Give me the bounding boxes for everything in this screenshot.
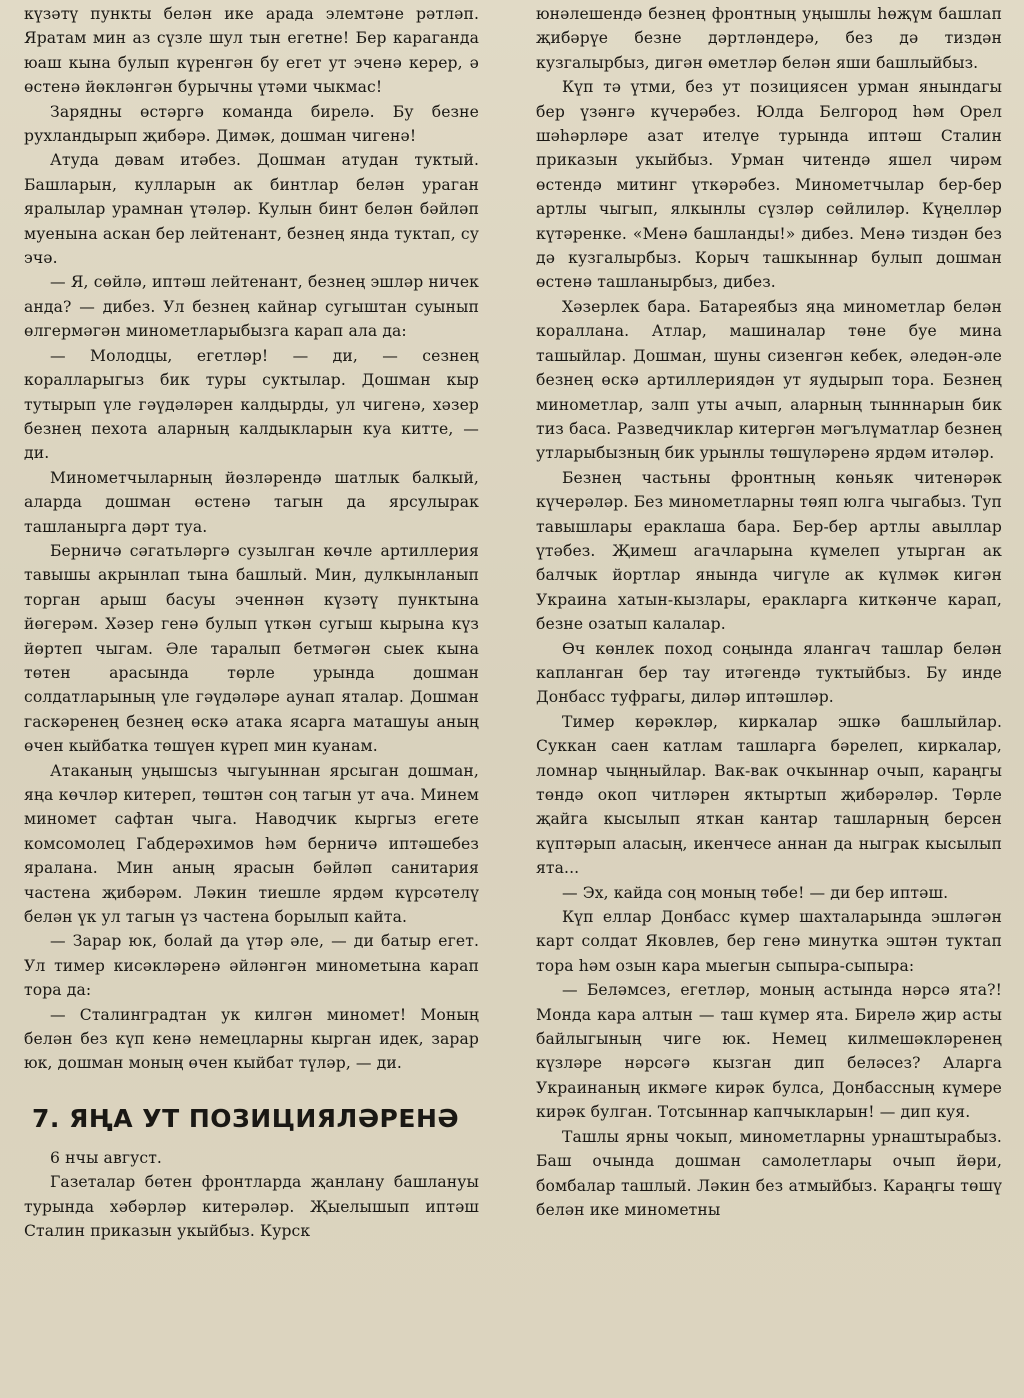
paragraph: күзәтү пункты белән икe арада элемтәне рәтләп. Яратам мин аз сүзле шул тын егетне! Бер караганда юаш кына булып күренгән бу егет ут эченә керер, ә өстенә йөкләнгән бурычны үтәми чыкмас!	[24, 5, 479, 97]
paragraph: Зарядны өстәргә команда бирелә. Бу безне рухландырып җибәрә. Димәк, дошман чигенә!	[24, 102, 479, 146]
paragraph: Минометчыларның йөзләрендә шатлык балкый, аларда дошман өстенә тагын да ярсулырак ташланырга дәрт туа.	[24, 468, 479, 536]
paragraph: — Эх, кайда соң моның төбе! — ди бер иптәш.	[562, 883, 949, 902]
paragraph: Күп тә үтми, без ут позициясен урман янындагы бер үзәнгә күчерәбез. Юлда Белгород һәм Орел шәһәрләре азат ителүе турында иптәш Сталин приказын укыйбыз. Урман читендә яшел чирәм өстендә митинг үткәрәбез. Минометчылар бер-бер артлы чыгып, ялкынлы сүзләр сөйлиләр. Күңелләр күтәренке. «Менә башланды!» дибез. Менә тиздән без дә кузгалырбыз. Корыч ташкыннар булып дошман өстенә ташланырбыз, дибез.	[536, 78, 1002, 292]
paragraph: — Сталинградтан ук килгән миномет! Моның белән без күп кенә немецларны кырган идек, зарар юк, дошман моның өчен кыйбат түләр, — ди.	[24, 1005, 479, 1073]
left-column	[24, 2, 479, 1244]
paragraph: Ташлы ярны чокып, минометларны урнаштырабыз. Баш очында дошман самолетлары очып йөри, бомбалар ташлый. Ләкин без атмыйбыз. Караңгы төшү белән ике минометны	[536, 1127, 1002, 1219]
paragraph: — Зарар юк, болай да үтәр әле, — ди батыр егет. Ул тимер кисәкләренә әйләнгән минометына карап тора да:	[24, 932, 479, 1000]
paragraph: Безнең частьны фронтның көньяк читенәрәк күчерәләр. Без минометларны төяп юлга чыгабыз. Туп тавышлары ераклаша бара. Бер-бер артлы авыллар үтәбез. Җимеш агачларына күмелеп утырган ак балчык йортлар янында чигүле ак күлмәк кигән Украина хатын-кызлары, еракларга киткәнче карап, безне озатып калалар.	[536, 468, 1002, 634]
paragraph: Тимер көрәкләр, киркалар эшкә башлыйлар. Суккан саен катлам ташларга бәрелеп, киркалар, ломнар чыңныйлар. Вак-вак очкыннар очып, караңгы төндә окоп читләрен яктыртып җибәрәләр. Төрле җайга кысылып яткан кантар ташларның берсен күптәрып аласың, икенчесе аннан да ныграк кысылып ята...	[536, 712, 1002, 878]
paragraph: — Молодцы, егетләр! — ди, — сезнең коралларыгыз бик туры суктылар. Дошман кыр тутырып үле гәүдәләрен калдырды, ул чигенә, хәзер безнең пехота аларның калдыкларын куа китте, — ди.	[24, 346, 479, 463]
date-line: 6 нчы август.	[50, 1148, 162, 1167]
paragraph: — Я, сөйлә, иптәш лейтенант, безнең эшләр ничек анда? — дибез. Ул безнең кайнар сугыштан суынып өлгермәгән минометларыбызга карап ала да:	[24, 273, 479, 341]
paragraph: Өч көнлек поход соңында ялангач ташлар белән капланган бер тау итәгендә туктыйбыз. Бу инде Донбасс туфрагы, диләр иптәшләр.	[536, 639, 1002, 707]
paragraph: Атаканың уңышсыз чыгуыннан ярсыган дошман, яңа көчләр китереп, төштән соң тагын ут ача. Минем миномет сафтан чыга. Наводчик кыргыз егете комсомолец Габдерәхимов һәм берничә иптәшебез яралана. Мин аның ярасын бәйләп санитария частена җибәрәм. Ләкин тиешле ярдәм күрсәтелү белән үк ул тагын үз частена борылып кайта.	[24, 761, 479, 927]
paragraph: Берничә сәгатьләргә сузылган көчле артиллерия тавышы акрынлап тына башлый. Мин, дулкынланып торган арыш басуы эченнән күзәтү пунктына йөгерәм. Хәзер генә булып үткән сугыш кырына күз йөртеп чыгам. Әле таралып бетмәгән сыек кына төтен арасында төрле урында дошман солдатларының үле гәүдәләре аунап яталар. Дошман гаскәренең безнең өскә атака ясарга маташуы аның өчен кыйбатка төшүен күреп мин куанам.	[24, 541, 479, 756]
right-column	[536, 2, 1002, 1222]
paragraph: Күп еллар Донбасс күмер шахталарында эшләгән карт солдат Яковлев, бер генә минутка эштән туктап тора һәм озын кара мыегын сыпыра-сыпыра:	[536, 908, 1002, 975]
chapter-heading: 7. ЯҢА УТ ПОЗИЦИЯЛӘРЕНӘ	[32, 1103, 460, 1133]
paragraph: — Беләмсез, егетләр, моның астында нәрсә ята?! Монда кара алтын — таш күмер ята. Бирелә җир асты байлыгының чиге юк. Немец килмешәкләренең күзләре нәрсәгә кызган дип беләсез? Аларга Украинаның икмәге кирәк булса, Донбассның күмере кирәк булган. Тотсыннар капчыкларын! — дип куя.	[536, 981, 1002, 1122]
paragraph: Атуда дәвам итәбез. Дошман атудан туктый. Башларын, кулларын ак бинтлар белән ураган яралылар урамнан үтәләр. Кулын бинт белән бәйләп муенына аскан бер лейтенант, безнең янда туктап, су эчә.	[24, 151, 479, 268]
paragraph: юнәлешендә безнең фронтның уңышлы һөҗүм башлап җибәрүе безне дәртләндерә, без дә тиздән кузгалырбыз, дигән өметләр белән яши башлыйбыз.	[536, 5, 1002, 72]
column-gutter	[510, 0, 511, 1398]
paragraph: Хәзерлек бара. Батареябыз яңа минометлар белән коралланa. Атлар, машиналар төне буе мина ташыйлар. Дошман, шуны сизенгән кебек, әледән-әле безнең өскә артиллериядән ут яудырып тора. Безнең минометлар, залп уты ачып, аларның тынннарын бик тиз баса. Разведчиклар китергән мәгълүматлар безнең утларыбызның бик урынлы төшүләренә ярдәм итәләр.	[536, 297, 1002, 463]
paragraph: Газеталар бөтен фронтларда җанлану башлануы турында хәбәрләр китерәләр. Җыелышып иптәш Сталин приказын укыйбыз. Курск	[24, 1173, 479, 1241]
